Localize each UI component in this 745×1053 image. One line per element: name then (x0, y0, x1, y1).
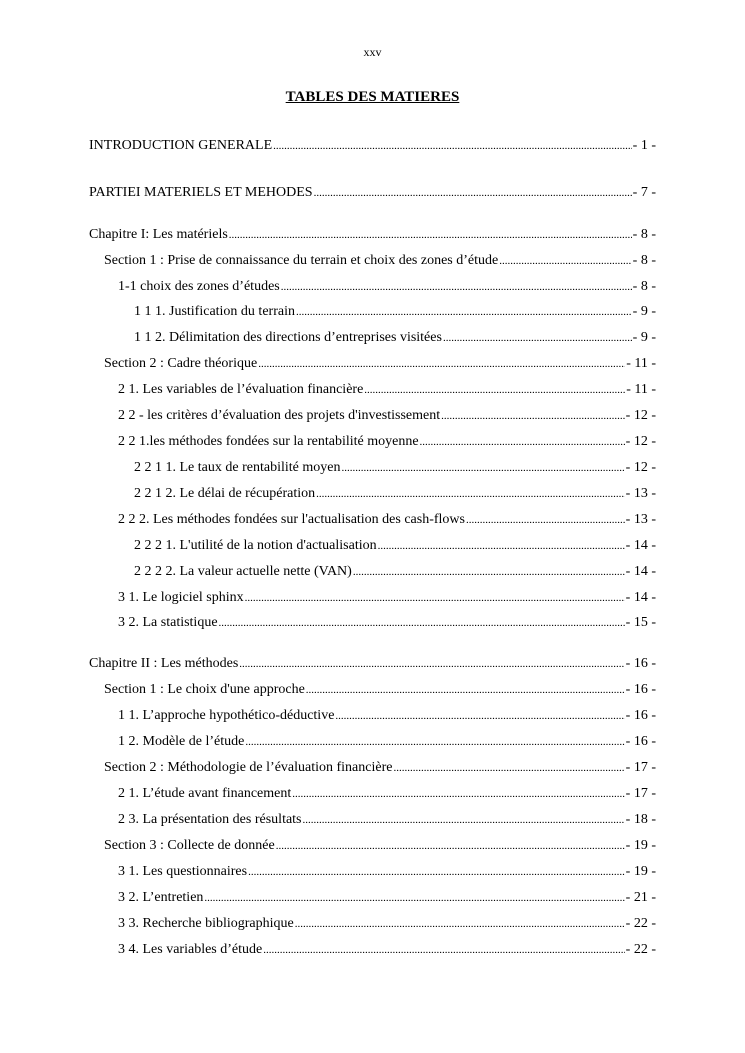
toc-entry-text: 3 2. La statistique (118, 615, 218, 630)
toc-entry-text: 1 1 2. Délimitation des directions d’entreprises visitées (134, 330, 442, 345)
toc-entry-page: - 22 - (625, 942, 656, 957)
toc-leader-dots (378, 536, 625, 556)
toc-entry[interactable] (89, 862, 656, 882)
toc-entry-text: 3 2. L’entretien (118, 890, 204, 905)
toc-entry[interactable] (89, 225, 656, 245)
toc-entry-text: Section 3 : Collecte de donnée (104, 838, 275, 853)
toc-leader-dots (306, 680, 625, 700)
toc-entry-text: 3 1. Les questionnaires (118, 864, 248, 879)
toc-entry-page: - 22 - (625, 916, 656, 931)
toc-entry-text: 2 1. L’étude avant financement (118, 786, 292, 801)
toc-entry-text: Section 1 : Prise de connaissance du terrain et choix des zones d’étude (104, 253, 499, 268)
toc-entry[interactable] (89, 562, 656, 582)
toc-leader-dots (239, 654, 624, 674)
toc-entry[interactable] (89, 277, 656, 297)
toc-entry-page: - 1 - (632, 138, 656, 153)
toc-entry-text: Chapitre I: Les matériels (89, 227, 228, 242)
toc-entry-page: - 8 - (632, 227, 656, 242)
toc-entry-text: Section 2 : Cadre théorique (104, 356, 258, 371)
toc-leader-dots (245, 588, 625, 608)
toc-entry-page: - 14 - (625, 538, 656, 553)
toc-leader-dots (204, 888, 624, 908)
toc-entry[interactable] (89, 888, 656, 908)
toc-entry[interactable] (89, 536, 656, 556)
toc-entry-text: PARTIEI MATERIELS ET MEHODES (89, 185, 313, 200)
toc-entry-page: - 11 - (626, 382, 656, 397)
toc-entry[interactable] (89, 706, 656, 726)
toc-entry[interactable] (89, 940, 656, 960)
toc-entry-page: - 15 - (625, 615, 656, 630)
toc-entry-page: - 9 - (632, 330, 656, 345)
toc-entry-page: - 18 - (625, 812, 656, 827)
toc-leader-dots (335, 706, 624, 726)
toc-entry[interactable] (89, 380, 656, 400)
toc-entry-text: 3 4. Les variables d’étude (118, 942, 263, 957)
toc-entry-page: - 17 - (625, 786, 656, 801)
toc-entry[interactable] (89, 588, 656, 608)
toc-entry-page: - 19 - (625, 864, 656, 879)
toc-entry-page: - 21 - (625, 890, 656, 905)
toc-entry[interactable] (89, 680, 656, 700)
toc-leader-dots (443, 328, 632, 348)
toc-leader-dots (295, 914, 625, 934)
toc-entry-text: Chapitre II : Les méthodes (89, 656, 239, 671)
toc-entry-text: 2 1. Les variables de l’évaluation financière (118, 382, 364, 397)
toc-entry-page: - 12 - (625, 408, 656, 423)
toc-entry-text: 2 2 1.les méthodes fondées sur la rentabilité moyenne (118, 434, 419, 449)
toc-entry-text: 3 1. Le logiciel sphinx (118, 590, 244, 605)
toc-leader-dots (303, 810, 625, 830)
toc-leader-dots (420, 432, 625, 452)
toc-entry-page: - 14 - (625, 564, 656, 579)
toc-entry[interactable] (89, 432, 656, 452)
toc-entry[interactable] (89, 183, 656, 203)
toc-entry[interactable] (89, 484, 656, 504)
toc-entry-text: Section 1 : Le choix d'une approche (104, 682, 305, 697)
page-title-text: TABLES DES MATIERES (285, 89, 460, 105)
toc-leader-dots (281, 277, 632, 297)
toc-leader-dots (466, 510, 625, 530)
toc-entry-text: INTRODUCTION GENERALE (89, 138, 273, 153)
toc-entry[interactable] (89, 328, 656, 348)
toc-leader-dots (229, 225, 632, 245)
toc-entry-page: - 9 - (632, 304, 656, 319)
toc-entry-page: - 12 - (625, 460, 656, 475)
toc-entry-page: - 13 - (625, 486, 656, 501)
toc-entry-text: 1 1. L’approche hypothético-déductive (118, 708, 335, 723)
toc-leader-dots (364, 380, 625, 400)
toc-entry-text: 2 2 - les critères d’évaluation des projets d'investissement (118, 408, 441, 423)
toc-entry-page: - 13 - (625, 512, 656, 527)
page-number: xxv (363, 45, 382, 59)
toc-entry[interactable] (89, 406, 656, 426)
toc-leader-dots (263, 940, 624, 960)
toc-entry[interactable] (89, 302, 656, 322)
toc-leader-dots (393, 758, 624, 778)
toc-entry[interactable] (89, 251, 656, 271)
toc-leader-dots (316, 484, 625, 504)
toc-leader-dots (296, 302, 632, 322)
toc-entry-text: 2 2 2. Les méthodes fondées sur l'actualisation des cash-flows (118, 512, 465, 527)
toc-entry-page: - 8 - (632, 279, 656, 294)
toc-leader-dots (292, 784, 624, 804)
toc-leader-dots (219, 613, 625, 633)
toc-entry-page: - 11 - (626, 356, 656, 371)
toc-leader-dots (353, 562, 625, 582)
toc-entry[interactable] (89, 510, 656, 530)
toc-leader-dots (341, 458, 624, 478)
toc-entry-text: 2 2 2 2. La valeur actuelle nette (VAN) (134, 564, 352, 579)
toc-entry-text: Section 2 : Méthodologie de l’évaluation financière (104, 760, 393, 775)
toc-entry[interactable] (89, 136, 656, 156)
toc-entry[interactable] (89, 784, 656, 804)
toc-leader-dots (248, 862, 625, 882)
toc-leader-dots (441, 406, 625, 426)
toc-leader-dots (258, 354, 625, 374)
toc-entry-page: - 8 - (632, 253, 656, 268)
toc-entry[interactable] (89, 758, 656, 778)
toc-entry-page: - 16 - (625, 708, 656, 723)
page-title (0, 89, 745, 106)
toc-entry-page: - 16 - (625, 734, 656, 749)
toc-entry-text: 3 3. Recherche bibliographique (118, 916, 294, 931)
toc-entry-page: - 14 - (625, 590, 656, 605)
toc-entry[interactable] (89, 354, 656, 374)
toc-leader-dots (499, 251, 631, 271)
toc-entry-page: - 16 - (625, 656, 656, 671)
toc-entry-page: - 17 - (625, 760, 656, 775)
toc-entry-text: 1 2. Modèle de l’étude (118, 734, 245, 749)
toc-entry[interactable] (89, 914, 656, 934)
toc-entry[interactable] (89, 613, 656, 633)
toc-entry-text: 2 2 1 1. Le taux de rentabilité moyen (134, 460, 341, 475)
toc-entry[interactable] (89, 732, 656, 752)
toc-entry-page: - 7 - (632, 185, 656, 200)
toc-entry[interactable] (89, 654, 656, 674)
toc-entry-page: - 16 - (625, 682, 656, 697)
toc-entry-text: 2 2 1 2. Le délai de récupération (134, 486, 316, 501)
toc-entry[interactable] (89, 810, 656, 830)
toc-leader-dots (245, 732, 624, 752)
toc-entry-text: 2 2 2 1. L'utilité de la notion d'actualisation (134, 538, 377, 553)
toc-entry[interactable] (89, 836, 656, 856)
toc-entry[interactable] (89, 458, 656, 478)
toc-leader-dots (273, 136, 632, 156)
toc-leader-dots (314, 183, 632, 203)
toc-leader-dots (276, 836, 625, 856)
toc-entry-text: 1-1 choix des zones d’études (118, 279, 280, 294)
toc-entry-text: 2 3. La présentation des résultats (118, 812, 302, 827)
toc-entry-text: 1 1 1. Justification du terrain (134, 304, 295, 319)
toc-entry-page: - 12 - (625, 434, 656, 449)
toc-entry-page: - 19 - (625, 838, 656, 853)
